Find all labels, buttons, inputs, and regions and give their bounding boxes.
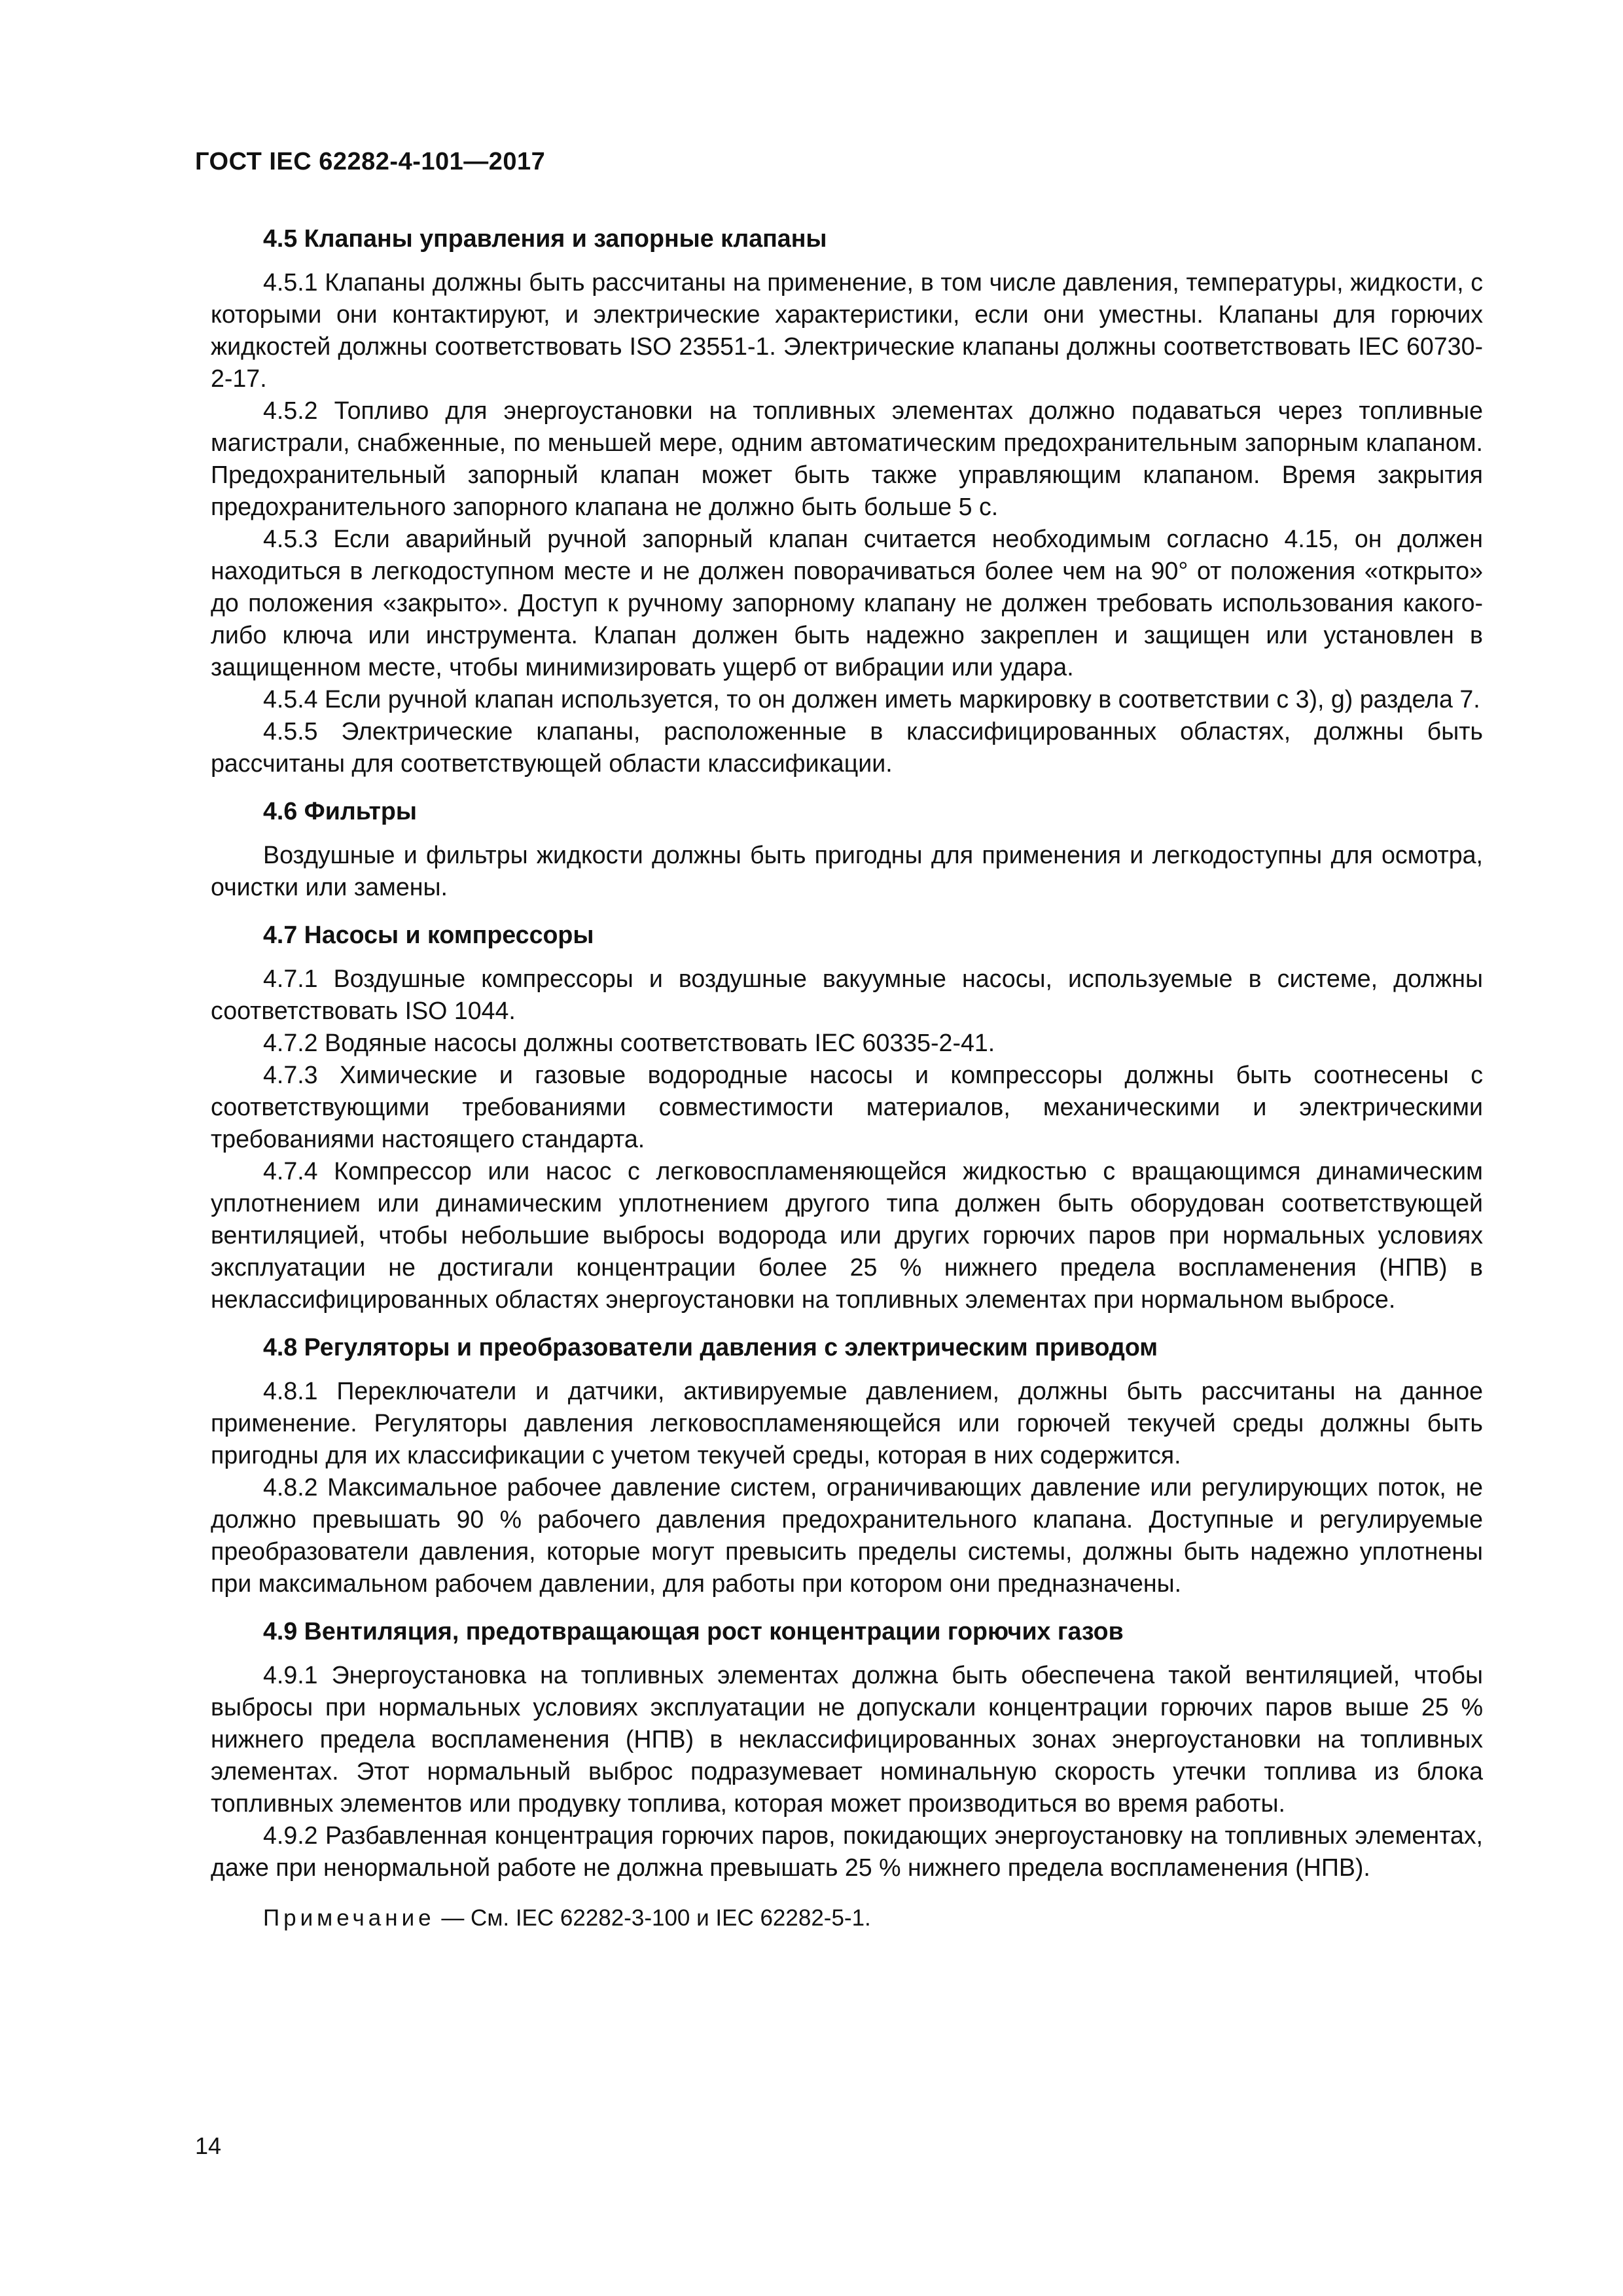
note-label: Примечание	[263, 1905, 435, 1931]
paragraph: 4.9.2 Разбавленная концентрация горючих паров, покидающих энергоустановку на топливных элементах, даже при ненормальной работе не должна превышать 25 % нижнего предела воспламенения (НПВ).	[211, 1821, 1483, 1881]
note-text: — См. IEC 62282-3-100 и IEC 62282-5-1.	[435, 1905, 871, 1931]
paragraph: 4.7.2 Водяные насосы должны соответствовать IEC 60335-2-41.	[263, 1029, 995, 1056]
section-title: 4.7 Насосы и компрессоры	[263, 921, 594, 948]
section-4-5	[211, 223, 1483, 780]
paragraph: 4.7.4 Компрессор или насос с легковоспламеняющейся жидкостью с вращающимся динамическим уплотнением или динамическим уплотнением другого типа должен быть оборудован соответствующей вентиляцией, чтобы небольшие выбросы водорода или других горючих паров при нормальных условиях эксплуатации не достигали концентрации более 25 % нижнего предела воспламенения (НПВ) в неклассифицированных областях энергоустановки на топливных элементах при нормальном выбросе.	[211, 1157, 1483, 1313]
paragraph: 4.5.1 Клапаны должны быть рассчитаны на применение, в том числе давления, температуры, жидкости, с которыми они контактируют, и электрические характеристики, если они уместны. Клапаны для горючих жидкостей должны соответствовать ISO 23551-1. Электрические клапаны должны соответствовать IEC 60730-2-17.	[211, 268, 1483, 392]
paragraph: 4.5.2 Топливо для энергоустановки на топливных элементах должно подаваться через топливные магистрали, снабженные, по меньшей мере, одним автоматическим предохранительным запорным клапаном. Предохранительный запорный клапан может быть также управляющим клапаном. Время закрытия предохранительного запорного клапана не должно быть больше 5 с.	[211, 397, 1483, 520]
section-title: 4.9 Вентиляция, предотвращающая рост концентрации горючих газов	[263, 1617, 1124, 1645]
paragraph: 4.8.2 Максимальное рабочее давление систем, ограничивающих давление или регулирующих поток, не должно превышать 90 % рабочего давления предохранительного клапана. Доступные и регулируемые преобразователи давления, которые могут превысить пределы системы, должны быть надежно уплотнены при максимальном рабочем давлении, для работы при котором они предназначены.	[211, 1473, 1483, 1597]
paragraph: 4.7.1 Воздушные компрессоры и воздушные вакуумные насосы, используемые в системе, должны соответствовать ISO 1044.	[211, 965, 1483, 1024]
paragraph: 4.5.5 Электрические клапаны, расположенные в классифицированных областях, должны быть рассчитаны для соответствующей области классификации.	[211, 717, 1483, 777]
document-header: ГОСТ IEC 62282-4-101—2017	[195, 148, 546, 175]
paragraph: 4.7.3 Химические и газовые водородные насосы и компрессоры должны быть соотнесены с соответствующими требованиями совместимости материалов, механическими и электрическими требованиями настоящего стандарта.	[211, 1061, 1483, 1153]
document-body	[211, 223, 1483, 1950]
note	[211, 1902, 1483, 1934]
paragraph: 4.5.4 Если ручной клапан используется, то он должен иметь маркировку в соответствии с 3), g) раздела 7.	[263, 685, 1480, 713]
section-title: 4.5 Клапаны управления и запорные клапаны	[263, 224, 827, 252]
paragraph: 4.8.1 Переключатели и датчики, активируемые давлением, должны быть рассчитаны на данное применение. Регуляторы давления легковоспламеняющейся или горючей текучей среды должны быть пригодны для их классификации с учетом текучей среды, которая в них содержится.	[211, 1377, 1483, 1469]
section-4-7	[211, 919, 1483, 1316]
page-number: 14	[195, 2132, 222, 2159]
section-4-6	[211, 795, 1483, 903]
section-4-9	[211, 1615, 1483, 1934]
paragraph: Воздушные и фильтры жидкости должны быть пригодны для применения и легкодоступны для осмотра, очистки или замены.	[211, 841, 1483, 901]
section-title: 4.8 Регуляторы и преобразователи давления с электрическим приводом	[263, 1333, 1158, 1361]
paragraph: 4.9.1 Энергоустановка на топливных элементах должна быть обеспечена такой вентиляцией, чтобы выбросы при нормальных условиях эксплуатации не допускали концентрации горючих паров выше 25 % нижнего предела воспламенения (НПВ) в неклассифицированных зонах энергоустановки на топливных элементах. Этот нормальный выброс подразумевает номинальную скорость утечки топлива из блока топливных элементов или продувку топлива, которая может производиться во время работы.	[211, 1661, 1483, 1817]
section-4-8	[211, 1331, 1483, 1600]
section-title: 4.6 Фильтры	[263, 797, 417, 825]
paragraph: 4.5.3 Если аварийный ручной запорный клапан считается необходимым согласно 4.15, он должен находиться в легкодоступном месте и не должен поворачиваться более чем на 90° от положения «открыто» до положения «закрыто». Доступ к ручному запорному клапану не должен требовать использования какого-либо ключа или инструмента. Клапан должен быть надежно закреплен и защищен или установлен в защищенном месте, чтобы минимизировать ущерб от вибрации или удара.	[211, 525, 1483, 681]
